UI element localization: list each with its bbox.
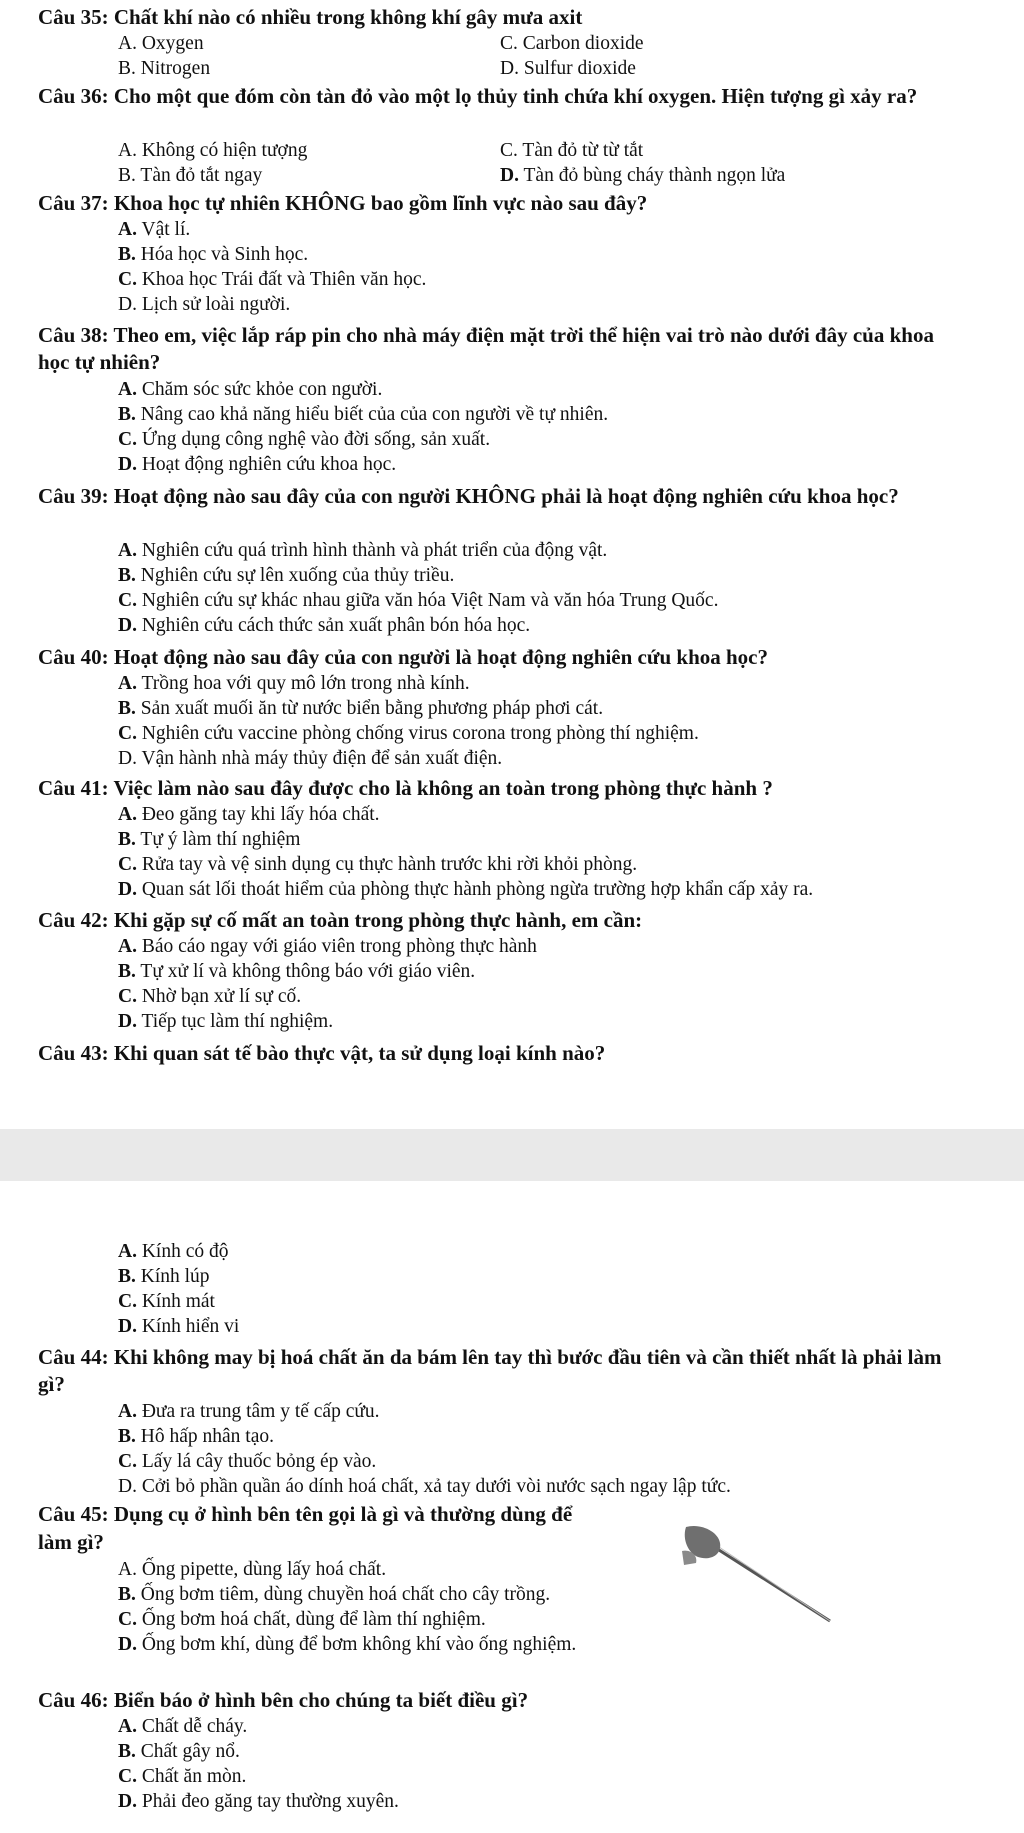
q37-option-d[interactable]: D. Lịch sử loài người. [118, 294, 291, 315]
q36-option-c[interactable]: C. Tàn đỏ từ từ tắt [500, 140, 644, 161]
q35-option-d[interactable]: D. Sulfur dioxide [500, 58, 636, 79]
question-35: Câu 35: Chất khí nào có nhiều trong không khí gây mưa axit [38, 5, 583, 29]
q35-option-a[interactable]: A. Oxygen [118, 33, 204, 54]
q39-option-c[interactable]: C. Nghiên cứu sự khác nhau giữa văn hóa Việt Nam và văn hóa Trung Quốc. [118, 590, 719, 611]
q42-option-c[interactable]: C. Nhờ bạn xử lí sự cố. [118, 986, 302, 1007]
q46-option-c[interactable]: C. Chất ăn mòn. [118, 1766, 247, 1787]
question-37: Câu 37: Khoa học tự nhiên KHÔNG bao gồm lĩnh vực nào sau đây? [38, 191, 648, 215]
q38-option-a[interactable]: A. Chăm sóc sức khỏe con người. [118, 379, 383, 400]
q40-option-d[interactable]: D. Vận hành nhà máy thủy điện để sản xuất điện. [118, 748, 503, 769]
q41-option-d[interactable]: D. Quan sát lối thoát hiểm của phòng thực hành phòng ngừa trường hợp khẩn cấp xảy ra. [118, 879, 814, 900]
q44-option-b[interactable]: B. Hô hấp nhân tạo. [118, 1426, 274, 1447]
q43-option-b[interactable]: B. Kính lúp [118, 1266, 210, 1287]
q37-option-a[interactable]: A. Vật lí. [118, 219, 191, 240]
q38-option-b[interactable]: B. Nâng cao khả năng hiểu biết của của con người về tự nhiên. [118, 404, 609, 425]
question-39: Câu 39: Hoạt động nào sau đây của con người KHÔNG phải là hoạt động nghiên cứu khoa học? [38, 484, 899, 508]
q39-option-a[interactable]: A. Nghiên cứu quá trình hình thành và phát triển của động vật. [118, 540, 608, 561]
q44-option-d[interactable]: D. Cởi bỏ phần quần áo dính hoá chất, xả tay dưới vòi nước sạch ngay lập tức. [118, 1476, 731, 1497]
q45-option-b[interactable]: B. Ống bơm tiêm, dùng chuyền hoá chất cho cây trồng. [118, 1584, 551, 1605]
page-separator [0, 1129, 1024, 1181]
q44-option-c[interactable]: C. Lấy lá cây thuốc bỏng ép vào. [118, 1451, 377, 1472]
q37-option-b[interactable]: B. Hóa học và Sinh học. [118, 244, 309, 265]
q39-option-d[interactable]: D. Nghiên cứu cách thức sản xuất phân bón hóa học. [118, 615, 531, 636]
q46-option-b[interactable]: B. Chất gây nổ. [118, 1741, 240, 1762]
question-43: Câu 43: Khi quan sát tế bào thực vật, ta sử dụng loại kính nào? [38, 1041, 606, 1065]
q40-option-b[interactable]: B. Sản xuất muối ăn từ nước biển bằng phương pháp phơi cát. [118, 698, 604, 719]
q45-option-d[interactable]: D. Ống bơm khí, dùng để bơm không khí vào ống nghiệm. [118, 1634, 577, 1655]
q36-option-b[interactable]: B. Tàn đỏ tắt ngay [118, 165, 263, 186]
question-44: Câu 44: Khi không may bị hoá chất ăn da bám lên tay thì bước đầu tiên và cần thiết nhất là phải làm gì? [38, 1345, 942, 1396]
q35-option-c[interactable]: C. Carbon dioxide [500, 33, 644, 54]
q42-option-a[interactable]: A. Báo cáo ngay với giáo viên trong phòng thực hành [118, 936, 537, 957]
q36-option-a[interactable]: A. Không có hiện tượng [118, 140, 308, 161]
q45-option-c[interactable]: C. Ống bơm hoá chất, dùng để làm thí nghiệm. [118, 1609, 486, 1630]
question-36: Câu 36: Cho một que đóm còn tàn đỏ vào một lọ thủy tinh chứa khí oxygen. Hiện tượng gì xảy ra? [38, 84, 918, 108]
q36-option-d[interactable]: D. Tàn đỏ bùng cháy thành ngọn lửa [500, 165, 786, 186]
q46-option-d[interactable]: D. Phải đeo găng tay thường xuyên. [118, 1791, 399, 1812]
question-40: Câu 40: Hoạt động nào sau đây của con người là hoạt động nghiên cứu khoa học? [38, 645, 768, 669]
q38-option-d[interactable]: D. Hoạt động nghiên cứu khoa học. [118, 454, 397, 475]
question-45-line-2: làm gì? [38, 1530, 104, 1554]
q43-option-d[interactable]: D. Kính hiển vi [118, 1316, 240, 1337]
q44-option-a[interactable]: A. Đưa ra trung tâm y tế cấp cứu. [118, 1401, 380, 1422]
q40-option-a[interactable]: A. Trồng hoa với quy mô lớn trong nhà kính. [118, 673, 470, 694]
q35-option-b[interactable]: B. Nitrogen [118, 58, 211, 79]
q37-option-c[interactable]: C. Khoa học Trái đất và Thiên văn học. [118, 269, 427, 290]
q46-option-a[interactable]: A. Chất dễ cháy. [118, 1716, 248, 1737]
q38-option-c[interactable]: C. Ứng dụng công nghệ vào đời sống, sản xuất. [118, 429, 491, 450]
q45-option-a[interactable]: A. Ống pipette, dùng lấy hoá chất. [118, 1559, 387, 1580]
q43-option-a[interactable]: A. Kính có độ [118, 1241, 229, 1262]
q40-option-c[interactable]: C. Nghiên cứu vaccine phòng chống virus corona trong phòng thí nghiệm. [118, 723, 699, 744]
pipette-illustration [680, 1521, 840, 1631]
question-38: Câu 38: Theo em, việc lắp ráp pin cho nhà máy điện mặt trời thể hiện vai trò nào dưới đây của khoa học tự nhiên? [38, 323, 934, 374]
question-42: Câu 42: Khi gặp sự cố mất an toàn trong phòng thực hành, em cần: [38, 908, 643, 932]
q41-option-b[interactable]: B. Tự ý làm thí nghiệm [118, 829, 301, 850]
q41-option-a[interactable]: A. Đeo găng tay khi lấy hóa chất. [118, 804, 380, 825]
question-41: Câu 41: Việc làm nào sau đây được cho là không an toàn trong phòng thực hành ? [38, 776, 773, 800]
q43-option-c[interactable]: C. Kính mát [118, 1291, 215, 1312]
q39-option-b[interactable]: B. Nghiên cứu sự lên xuống của thủy triều. [118, 565, 455, 586]
question-45-line-1: Câu 45: Dụng cụ ở hình bên tên gọi là gì và thường dùng để [38, 1502, 573, 1526]
q42-option-b[interactable]: B. Tự xử lí và không thông báo với giáo viên. [118, 961, 476, 982]
page-2 [0, 1181, 1024, 1833]
q42-option-d[interactable]: D. Tiếp tục làm thí nghiệm. [118, 1011, 334, 1032]
question-46: Câu 46: Biển báo ở hình bên cho chúng ta biết điều gì? [38, 1688, 529, 1712]
q41-option-c[interactable]: C. Rửa tay và vệ sinh dụng cụ thực hành trước khi rời khỏi phòng. [118, 854, 638, 875]
